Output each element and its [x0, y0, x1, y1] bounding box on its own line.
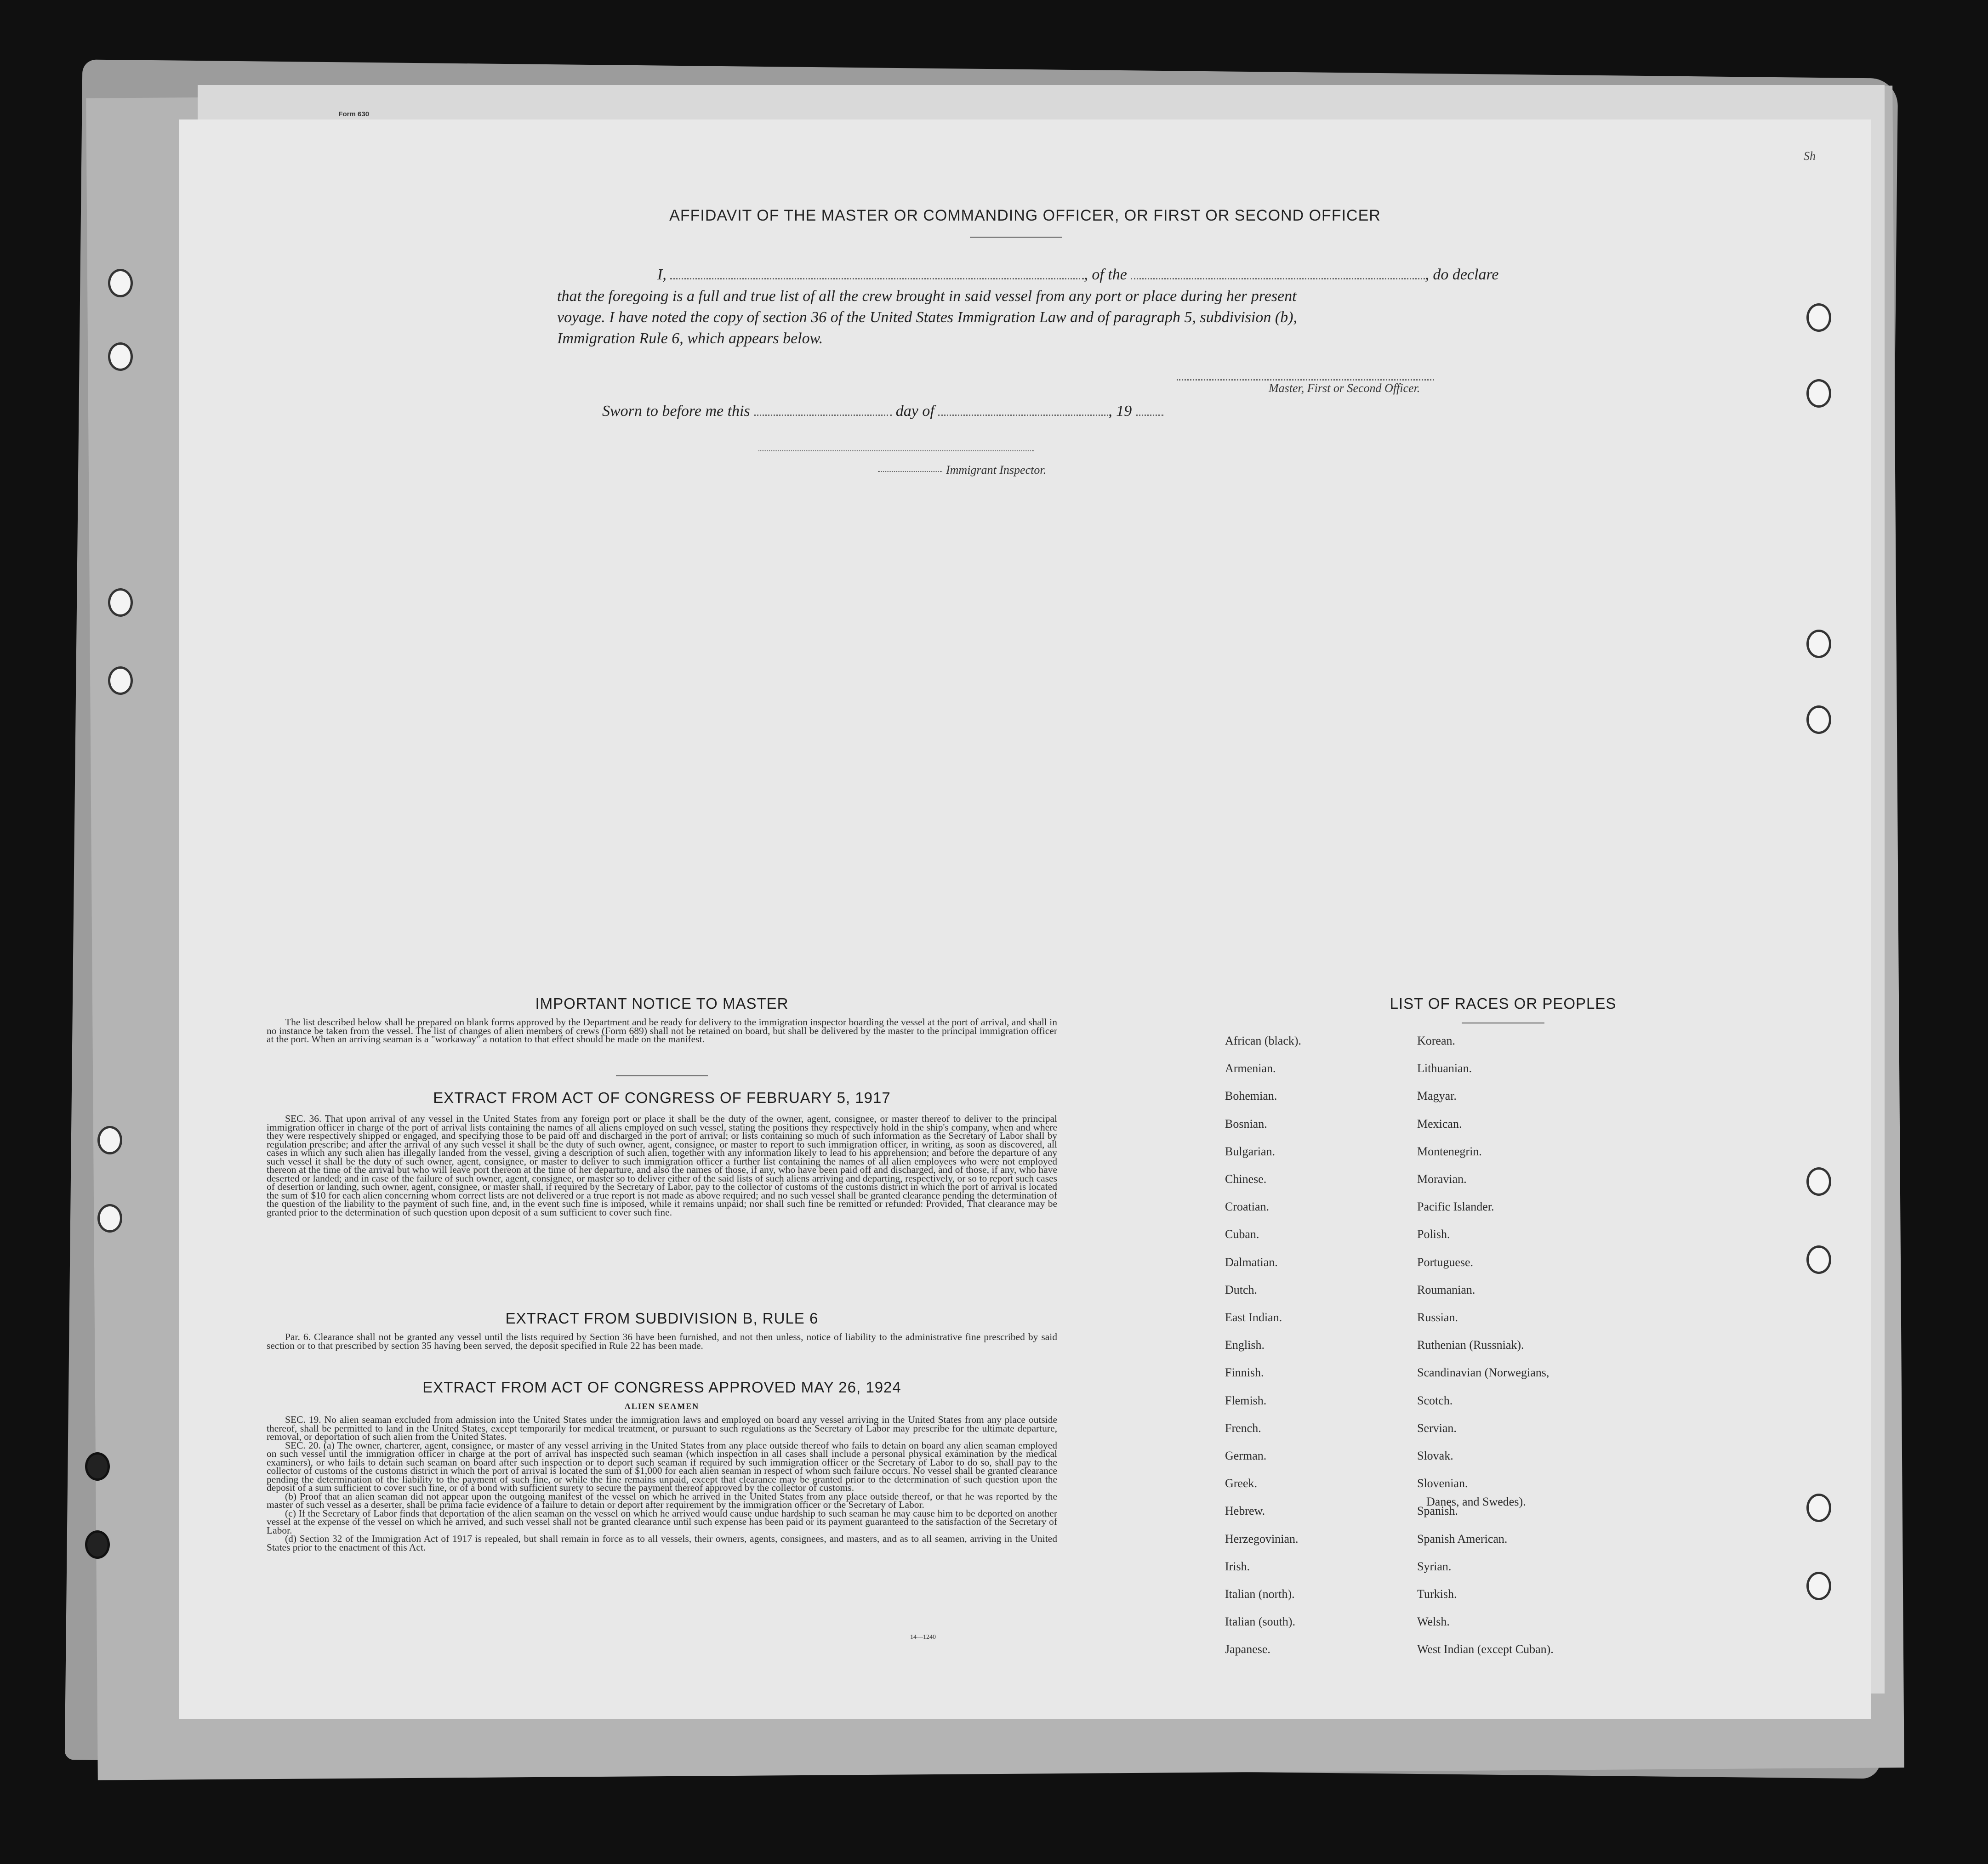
extract-1917-title: EXTRACT FROM ACT OF CONGRESS OF FEBRUARY 5, 1917: [433, 1089, 891, 1106]
extract-1924-title: EXTRACT FROM ACT OF CONGRESS APPROVED MAY 26, 1924: [422, 1379, 901, 1396]
race-item: Slovak.: [1417, 1449, 1453, 1462]
race-item: East Indian.: [1225, 1311, 1282, 1324]
race-item: Servian.: [1417, 1421, 1457, 1435]
race-item: Japanese.: [1225, 1642, 1270, 1656]
race-item: Polish.: [1417, 1228, 1450, 1241]
notice-title: IMPORTANT NOTICE TO MASTER: [535, 995, 789, 1012]
punch-hole-icon: [97, 1126, 122, 1154]
extract-rule6-text: Par. 6. Clearance shall not be granted any vessel until the lists required by Section 36 have been furnished, and not then unless, notice of liability to the administrative fine prescribed by said section or to that prescribed by section 35 having been served, the deposit specified in Rule 22 has been made.: [267, 1331, 1057, 1351]
punch-hole-icon: [1806, 630, 1831, 658]
race-item: Scotch.: [1417, 1393, 1453, 1407]
race-item: Portuguese.: [1417, 1255, 1474, 1269]
affidavit-title: AFFIDAVIT OF THE MASTER OR COMMANDING OFFICER, OR FIRST OR SECOND OFFICER: [669, 207, 1381, 224]
race-item: Turkish.: [1417, 1587, 1457, 1601]
race-item: Danes, and Swedes).: [1426, 1495, 1526, 1508]
corner-mark: Sh: [1804, 149, 1816, 163]
race-item: Korean.: [1417, 1034, 1456, 1047]
race-item: Italian (north).: [1225, 1587, 1295, 1601]
sworn-month-blank[interactable]: [938, 402, 1108, 416]
affidavit-line-3: voyage. I have noted the copy of section 36 of the United States Immigration Law and of paragraph 5, subdivision (b),: [557, 309, 1298, 326]
race-item: Bohemian.: [1225, 1089, 1277, 1103]
punch-hole-icon: [1806, 303, 1831, 332]
notice-rule: [616, 1075, 708, 1076]
race-item: Chinese.: [1225, 1172, 1267, 1186]
race-item: African (black).: [1225, 1034, 1302, 1047]
race-item: Spanish American.: [1417, 1532, 1508, 1546]
race-item: Magyar.: [1417, 1089, 1457, 1103]
sworn-text: Sworn to before me this: [602, 403, 750, 420]
race-item: Italian (south).: [1225, 1615, 1296, 1629]
name-blank[interactable]: [670, 265, 1084, 279]
punch-hole-icon: [1806, 1167, 1831, 1196]
notice-text: The list described below shall be prepared on blank forms approved by the Department and be ready for delivery to the immigration inspector boarding the vessel at the port of arrival, and shall in no instance be taken from the vessel. The list of changes of alien members of crews (Form 689) shall not be retained on board, but shall be delivered by the master to the principal immigration officer at the port. When an arriving seaman is a "workaway" a notation to that effect should be made on the manifest.: [267, 1017, 1057, 1045]
race-item: Dutch.: [1225, 1283, 1258, 1296]
race-item: Moravian.: [1417, 1172, 1467, 1186]
affidavit-i: I,: [657, 266, 666, 283]
affidavit-line-2: that the foregoing is a full and true list of all the crew brought in said vessel from any port or place during her present: [557, 288, 1297, 305]
inspector-dot-line: [878, 471, 942, 472]
punch-hole-icon: [108, 342, 133, 371]
race-item: Syrian.: [1417, 1559, 1452, 1573]
punch-hole-icon: [1806, 705, 1831, 734]
race-item: Bulgarian.: [1225, 1144, 1276, 1158]
extract-rule6-title: EXTRACT FROM SUBDIVISION B, RULE 6: [505, 1310, 819, 1327]
form-number: Form 630: [338, 110, 370, 118]
sec-20-a-paragraph: SEC. 20. (a) The owner, charterer, agent, consignee, or master of any vessel arriving in the United States from any place outside thereof who fails to detain on board any alien seaman employed on such vessel until the immigration officer in charge at the port of arrival has inspected such seaman (which inspection in all cases shall include a personal physical examination by the medical examiners), or who fails to detain such seaman on board after such inspection or to deport such seaman if required by such immigration officer or the Secretary of Labor to do so, shall pay to the collector of customs of the customs district in which the port of arrival is located the sum of $1,000 for each alien seaman in respect of whom such failure occurs. No vessel shall be granted clearance pending the determination of the liability to the payment of such fine, or while the fine remains unpaid, except that clearance may be granted prior to the determination of such question upon the deposit of a sum sufficient to cover such fine, or of a bond with sufficient surety to secure the payment thereof approved by the collector of customs.: [267, 1439, 1057, 1493]
sec-20-d-paragraph: (d) Section 32 of the Immigration Act of 1917 is repealed, but shall remain in force as to all vessels, their owners, agents, consignees, and masters, and as to all seamen, arriving in the United States prior to the enactment of this Act.: [267, 1533, 1057, 1553]
punch-hole-icon: [1806, 1494, 1831, 1522]
extract-1917-text: SEC. 36. That upon arrival of any vessel in the United States from any foreign port or place it shall be the duty of the owner, agent, consignee, or master thereof to deliver to the principal immigration officer in charge of the port of arrival lists containing the names of all aliens employed on such vessel, stating the positions they respectively hold in the ship's company, when and where they were respectively shipped or engaged, and specifying those to be paid off and discharged in the port of arrival; or lists containing so much of such information as the Secretary of Labor shall by regulation prescribe; and after the arrival of any such vessel it shall be the duty of such owner, agent, consignee, or master to report to such immigration officer, in writing, as soon as discovered, all cases in which any such alien has illegally landed from the vessel, giving a description of such alien, together with any information likely to lead to his apprehension; and before the departure of any such vessel it shall be the duty of such owner, agent, consignee, or master to deliver to such immigration officer a further list containing the names of all alien employees who were not employed thereon at the time of the arrival but who will leave port thereon at the time of her departure, and also the names of those, if any, who have been paid off and discharged, and of those, if any, who have deserted or landed; and in case of the failure of such owner, agent, consignee, or master so to deliver either of the said lists of such aliens arriving and departing, respectively, or so to report such cases of desertion or landing, such owner, agent, consignee, or master shall, if required by the Secretary of Labor, pay to the collector of customs of the customs district in which the port of arrival is located the sum of $10 for each alien concerning whom correct lists are not delivered or a true report is not made as above required; and no such vessel shall be granted clearance pending the determination of the question of the liability to the payment of such fine, and, in the event such fine is imposed, while it remains unpaid; nor shall such fine be remitted or refunded: Provided, That clearance may be granted prior to the determination of such question upon deposit of a sum sufficient to cover such fine.: [267, 1113, 1057, 1218]
punch-hole-icon: [97, 1204, 122, 1233]
punch-hole-icon: [1806, 1245, 1831, 1274]
race-item: Flemish.: [1225, 1393, 1267, 1407]
race-item: Mexican.: [1417, 1117, 1462, 1131]
race-item: Ruthenian (Russniak).: [1417, 1338, 1524, 1352]
race-item: Spanish.: [1417, 1504, 1458, 1518]
inspector-signature-line[interactable]: [758, 450, 1034, 451]
punch-hole-icon: [85, 1530, 110, 1559]
race-item: English.: [1225, 1338, 1265, 1352]
punch-hole-icon: [108, 588, 133, 617]
punch-hole-icon: [85, 1452, 110, 1481]
race-item: Hebrew.: [1225, 1504, 1265, 1518]
print-code: 14—1240: [910, 1634, 936, 1641]
race-item: Welsh.: [1417, 1615, 1450, 1629]
race-item: Slovenian.: [1417, 1477, 1468, 1490]
master-label: Master, First or Second Officer.: [1269, 381, 1420, 395]
sec-19-paragraph: SEC. 19. No alien seaman excluded from admission into the United States under the immigration laws and employed on board any vessel arriving in the United States from any place outside thereof, shall be permitted to land in the United States, except temporarily for medical treatment, or pursuant to such regulations as the Secretary of Labor may prescribe for the ultimate departure, removal, or deportation of such alien from the United States.: [267, 1414, 1057, 1442]
affidavit-of-the: , of the: [1084, 266, 1127, 283]
sec-20-b-paragraph: (b) Proof that an alien seaman did not appear upon the outgoing manifest of the vessel on which he arrived in the United States from any place outside thereof, or that he was reported by the master of such vessel as a deserter, shall be prima facie evidence of a failure to detain or deport after requirement by the immigration officer or the Secretary of Labor.: [267, 1490, 1057, 1510]
race-item: Greek.: [1225, 1477, 1258, 1490]
inspector-label: Immigrant Inspector.: [946, 463, 1047, 477]
manifest-page: [179, 119, 1871, 1719]
extract-1924-subtitle: ALIEN SEAMEN: [624, 1402, 700, 1411]
affidavit-line-4: Immigration Rule 6, which appears below.: [557, 330, 823, 347]
race-item: Lithuanian.: [1417, 1062, 1472, 1075]
race-item: Irish.: [1225, 1559, 1250, 1573]
affidavit-line-1: [602, 264, 1659, 285]
punch-hole-icon: [108, 666, 133, 695]
sworn-line: [602, 401, 1384, 422]
sworn-year: , 19: [1108, 403, 1132, 420]
sworn-day-of: day of: [895, 403, 934, 420]
sworn-year-blank[interactable]: [1136, 402, 1163, 416]
affidavit-declare: , do declare: [1425, 266, 1499, 283]
race-item: German.: [1225, 1449, 1267, 1462]
master-signature-line[interactable]: [1177, 379, 1434, 381]
races-title: LIST OF RACES OR PEOPLES: [1390, 995, 1617, 1012]
punch-hole-icon: [108, 269, 133, 297]
sworn-day-blank[interactable]: [754, 402, 892, 416]
race-item: Dalmatian.: [1225, 1255, 1278, 1269]
punch-hole-icon: [1806, 1572, 1831, 1600]
race-item: Finnish.: [1225, 1366, 1264, 1380]
race-item: Russian.: [1417, 1311, 1458, 1324]
race-item: Cuban.: [1225, 1228, 1259, 1241]
extract-1924-text: [267, 1415, 1057, 1551]
race-item: Bosnian.: [1225, 1117, 1267, 1131]
vessel-blank[interactable]: [1131, 265, 1425, 279]
race-item: Pacific Islander.: [1417, 1200, 1494, 1214]
race-item: Croatian.: [1225, 1200, 1270, 1214]
race-item: Scandinavian (Norwegians,: [1417, 1366, 1549, 1380]
race-item: West Indian (except Cuban).: [1417, 1642, 1554, 1656]
race-item: Roumanian.: [1417, 1283, 1475, 1296]
race-item: Montenegrin.: [1417, 1144, 1482, 1158]
sec-20-c-paragraph: (c) If the Secretary of Labor finds that deportation of the alien seaman on the vessel on which he arrived would cause undue hardship to such seaman he may cause him to be deported on another vessel at the expense of the vessel on which he arrived, and such vessel shall not be granted clearance until such expense has been paid or its payment guaranteed to the satisfaction of the Secretary of Labor.: [267, 1507, 1057, 1536]
race-item: Herzegovinian.: [1225, 1532, 1299, 1546]
race-item: Armenian.: [1225, 1062, 1276, 1075]
race-item: French.: [1225, 1421, 1261, 1435]
title-rule: [970, 237, 1062, 238]
punch-hole-icon: [1806, 379, 1831, 408]
